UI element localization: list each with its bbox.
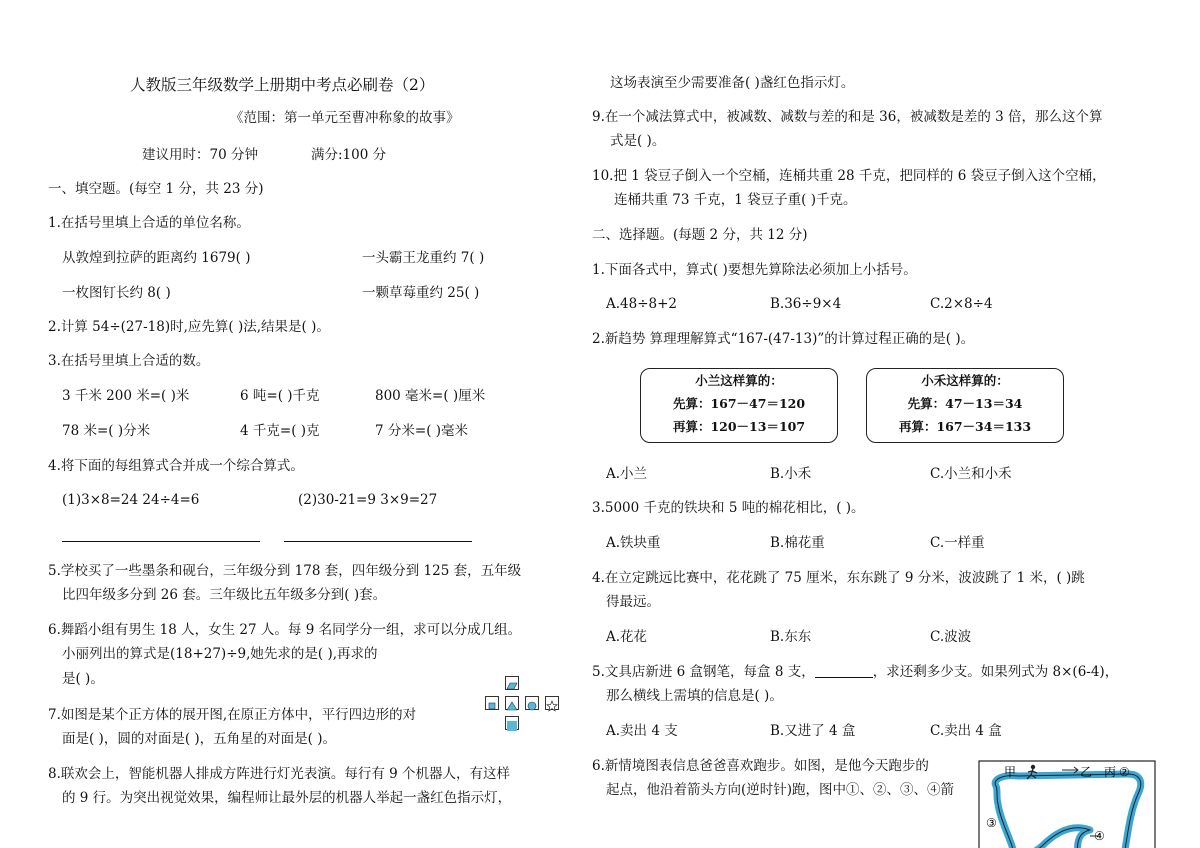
q4-b: (2)30-21=9 3×9=27 bbox=[298, 492, 438, 508]
mc5-line-1-end: ，求还剩多少支。如果列式为 8×(6-4)， bbox=[872, 664, 1119, 680]
q10-line-1: 10.把 1 袋豆子倒入一个空桶，连桶共重 28 千克，把同样的 6 袋豆子倒入这个空桶， bbox=[592, 168, 1106, 184]
mc5-blank[interactable] bbox=[815, 676, 873, 678]
square-icon bbox=[486, 700, 498, 712]
mc5-option-a[interactable]: A.卖出 4 支 bbox=[606, 723, 678, 739]
q6-line-1: 6.舞蹈小组有男生 18 人，女生 27 人。每 9 名同学分一组，求可以分成几组。 bbox=[48, 622, 522, 638]
mc5-line-1-start: 5.文具店新进 6 盒钢笔，每盒 8 支， bbox=[592, 664, 815, 680]
mc1-option-a[interactable]: A.48÷8+2 bbox=[606, 296, 678, 312]
q3-b: 6 吨=( )千克 bbox=[240, 388, 320, 404]
mc4-option-a[interactable]: A.花花 bbox=[606, 629, 648, 645]
mc5-option-b[interactable]: B.又进了 4 盒 bbox=[770, 723, 856, 739]
q9-line-1: 9.在一个减法算式中，被减数、减数与差的和是 36，被减数是差的 3 倍，那么这个算 bbox=[592, 109, 1103, 125]
mc1-option-b[interactable]: B.36÷9×4 bbox=[770, 296, 842, 312]
square-face bbox=[485, 696, 499, 710]
q8-line-2: 的 9 行。为突出视觉效果，编程师让最外层的机器人举起一盏红色指示灯， bbox=[62, 790, 512, 806]
triangle-icon bbox=[506, 700, 518, 712]
xiaolan-box-title: 小兰这样算的： bbox=[695, 373, 783, 388]
mc5-line-1 bbox=[592, 663, 1118, 681]
full-score: 满分:100 分 bbox=[311, 147, 387, 163]
q5-line-2: 比四年级多分到 26 套。三年级比五年级多分到( )套。 bbox=[62, 587, 387, 603]
marker-2: ② bbox=[1119, 765, 1130, 779]
q9-line-2: 式是( )。 bbox=[610, 133, 666, 149]
q1-a: 从敦煌到拉萨的距离约 1679( ) bbox=[62, 250, 251, 266]
q3-c: 800 毫米=( )厘米 bbox=[375, 388, 486, 404]
mc2-option-b[interactable]: B.小禾 bbox=[770, 466, 812, 482]
q2-text: 2.计算 54÷(27-18)时,应先算( )法,结果是( )。 bbox=[48, 319, 330, 335]
mc2-option-c[interactable]: C.小兰和小禾 bbox=[930, 466, 1012, 482]
mc4-line-1: 4.在立定跳远比赛中，花花跳了 75 厘米，东东跳了 9 分米，波波跳了 1 米，( )跳 bbox=[592, 570, 1085, 586]
q3-e: 4 千克=( )克 bbox=[240, 423, 320, 439]
mc4-line-2: 得最远。 bbox=[606, 594, 660, 610]
mc6-line-2: 起点，他沿着箭头方向(逆时针)跑，图中①、②、③、④箭 bbox=[606, 782, 955, 798]
q3-a: 3 千米 200 米=( )米 bbox=[62, 388, 190, 404]
suggested-time: 建议用时：70 分钟 bbox=[142, 147, 258, 163]
blank-face bbox=[505, 716, 519, 730]
mc3-option-b[interactable]: B.棉花重 bbox=[770, 535, 825, 551]
page-title: 人教版三年级数学上册期中考点必刷卷（2） bbox=[130, 76, 435, 94]
q4-answer-line-1[interactable] bbox=[62, 540, 260, 542]
running-track-map bbox=[978, 760, 1156, 848]
mc1-text: 1.下面各式中，算式( )要想先算除法必须加上小括号。 bbox=[592, 262, 917, 278]
point-yi: 乙 bbox=[1080, 765, 1093, 779]
q1-d: 一颗草莓重约 25( ) bbox=[362, 285, 480, 301]
mc6-line-1: 6.新情境图表信息爸爸喜欢跑步。如图，是他今天跑步的 bbox=[592, 758, 929, 774]
star-icon bbox=[546, 700, 558, 712]
mc2-text: 2.新趋势 算理理解算式“167-(47-13)”的计算过程正确的是( )。 bbox=[592, 331, 975, 347]
marker-4: ④ bbox=[1094, 829, 1105, 843]
xiaohe-box-title: 小禾这样算的： bbox=[921, 373, 1009, 388]
q1-b: 一头霸王龙重约 7( ) bbox=[362, 250, 485, 266]
mc1-option-c[interactable]: C.2×8÷4 bbox=[930, 296, 993, 312]
mc5-line-2: 那么横线上需填的信息是( )。 bbox=[606, 688, 783, 704]
cube-net-figure bbox=[485, 676, 565, 732]
mc4-option-b[interactable]: B.东东 bbox=[770, 629, 812, 645]
marker-3: ③ bbox=[986, 816, 997, 830]
mc5-option-c[interactable]: C.卖出 4 盒 bbox=[930, 723, 1002, 739]
xiaohe-step-2: 再算：167－34＝133 bbox=[898, 419, 1032, 434]
exam-scope: 《范围：第一单元至曹冲称象的故事》 bbox=[230, 110, 460, 126]
q3-d: 78 米=( )分米 bbox=[62, 423, 151, 439]
q4-answer-line-2[interactable] bbox=[284, 540, 472, 542]
point-jia: 甲 bbox=[1004, 765, 1017, 779]
q4-a: (1)3×8=24 24÷4=6 bbox=[62, 492, 200, 508]
q1-text: 1.在括号里填上合适的单位名称。 bbox=[48, 215, 250, 231]
mc3-text: 3.5000 千克的铁块和 5 吨的棉花相比，( )。 bbox=[592, 500, 865, 516]
q8-line-1: 8.联欢会上，智能机器人排成方阵进行灯光表演。每行有 9 个机器人，有这样 bbox=[48, 766, 511, 782]
q6-line-2: 小丽列出的算式是(18+27)÷9,她先求的是( ),再求的 bbox=[62, 646, 378, 662]
circle-face bbox=[525, 696, 539, 710]
circle-icon bbox=[526, 700, 538, 712]
xiaolan-step-1: 先算：167－47＝120 bbox=[672, 396, 806, 411]
parallelogram-icon bbox=[506, 680, 518, 692]
parallelogram-face bbox=[505, 676, 519, 690]
q4-text: 4.将下面的每组算式合并成一个综合算式。 bbox=[48, 458, 304, 474]
xiaohe-method-box bbox=[866, 368, 1064, 443]
mc3-option-a[interactable]: A.铁块重 bbox=[606, 535, 661, 551]
q5-line-1: 5.学校买了一些墨条和砚台，三年级分到 178 套，四年级分到 125 套，五年级 bbox=[48, 563, 522, 579]
section-2-title: 二、选择题。(每题 2 分，共 12 分) bbox=[592, 227, 808, 243]
mc3-option-c[interactable]: C.一样重 bbox=[930, 535, 985, 551]
mc2-option-a[interactable]: A.小兰 bbox=[606, 466, 648, 482]
q6-line-3: 是( )。 bbox=[62, 671, 104, 687]
q7-line-1: 7.如图是某个正方体的展开图,在原正方体中，平行四边形的对 bbox=[48, 707, 417, 723]
triangle-face bbox=[505, 696, 519, 710]
q7-line-2: 面是( )，圆的对面是( )，五角星的对面是( )。 bbox=[62, 731, 336, 747]
xiaolan-method-box bbox=[640, 368, 838, 443]
q1-c: 一枚图钉长约 8( ) bbox=[62, 285, 171, 301]
q3-text: 3.在括号里填上合适的数。 bbox=[48, 353, 210, 369]
q10-line-2: 连桶共重 73 千克，1 袋豆子重( )千克。 bbox=[614, 192, 857, 208]
star-face bbox=[545, 696, 559, 710]
point-bing: 丙 bbox=[1104, 765, 1117, 779]
q8-line-3: 这场表演至少需要准备( )盏红色指示灯。 bbox=[610, 75, 855, 91]
q3-f: 7 分米=( )毫米 bbox=[375, 423, 469, 439]
xiaolan-step-2: 再算：120－13＝107 bbox=[672, 419, 806, 434]
mc4-option-c[interactable]: C.波波 bbox=[930, 629, 972, 645]
xiaohe-step-1: 先算：47－13＝34 bbox=[907, 396, 1023, 411]
section-1-title: 一、填空题。(每空 1 分，共 23 分) bbox=[48, 181, 264, 197]
